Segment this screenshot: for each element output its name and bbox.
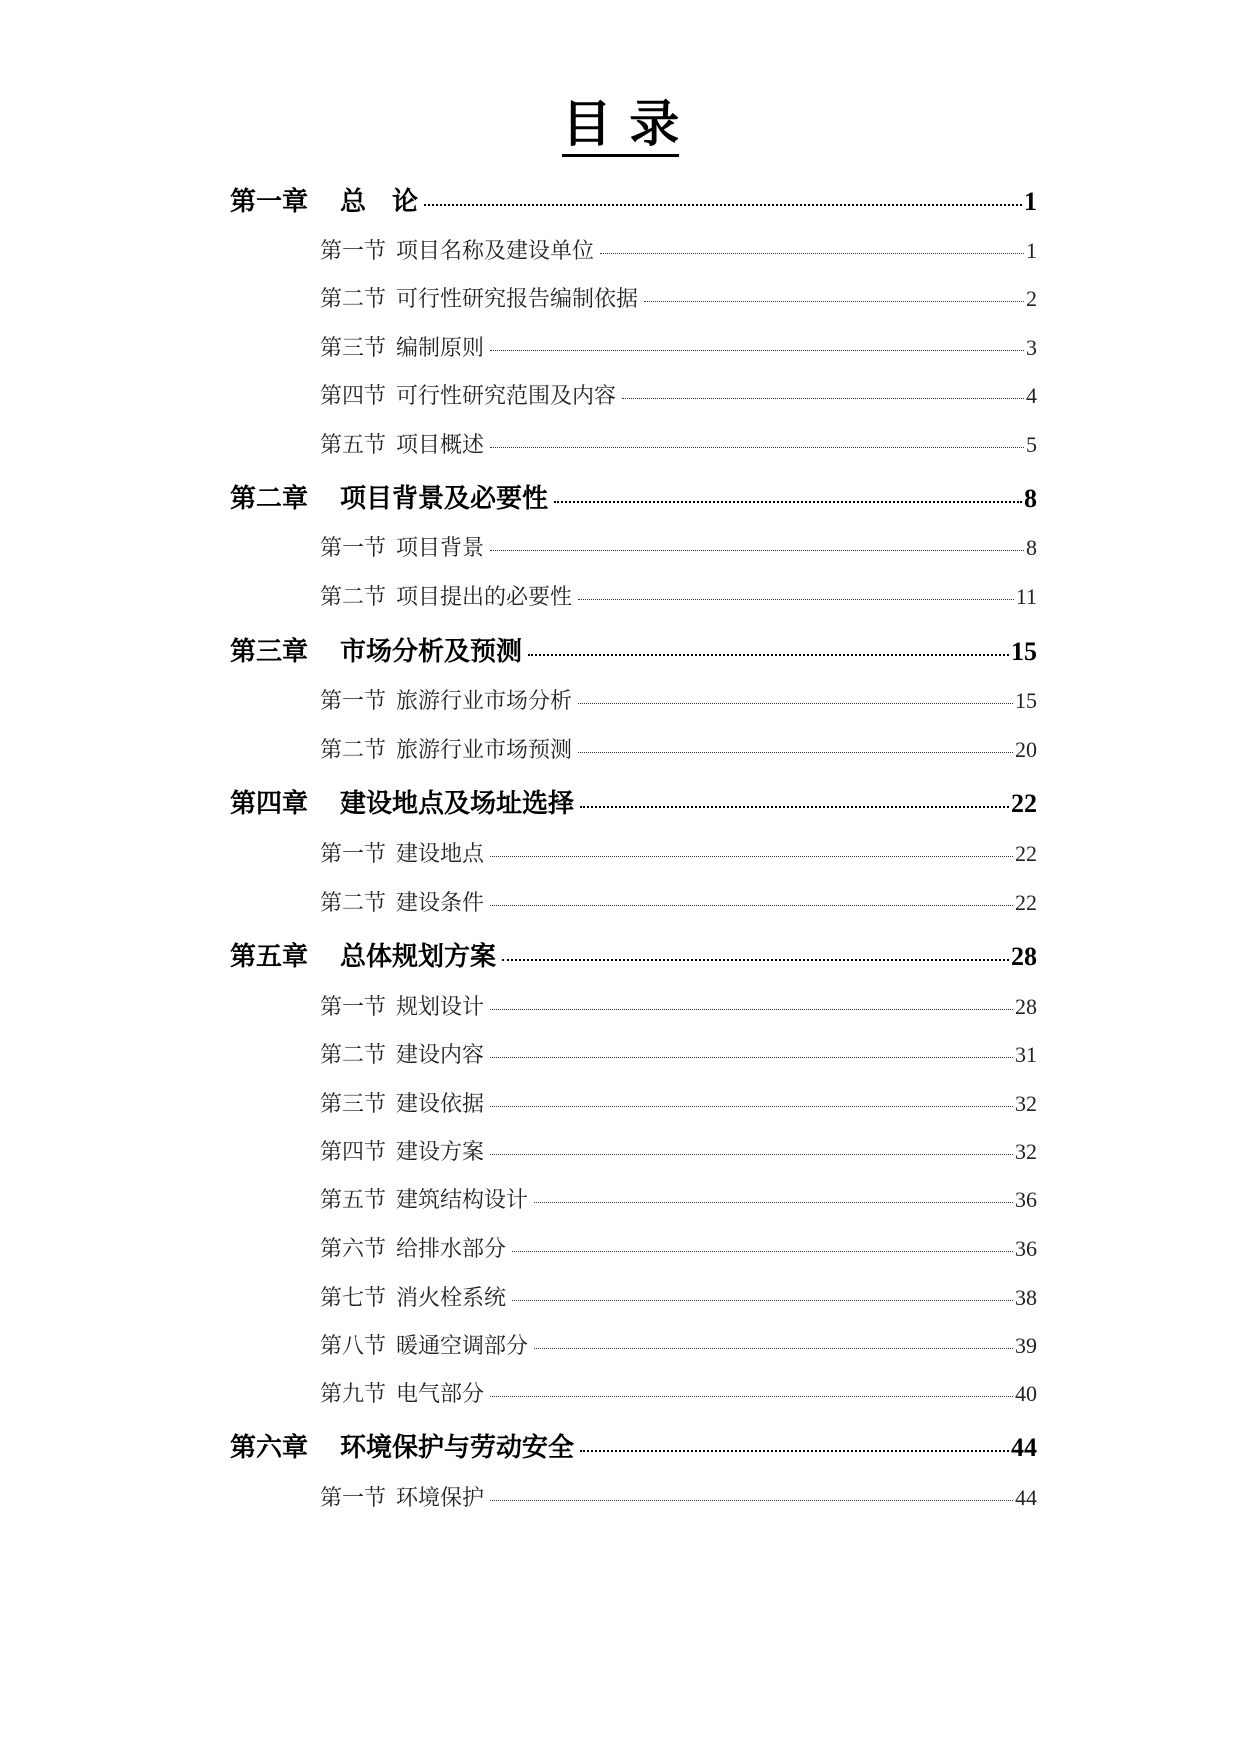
- toc-entry-title: 可行性研究范围及内容: [396, 384, 617, 410]
- toc-entry-title: 建设地点及场址选择: [340, 788, 575, 819]
- dot-leader: [644, 301, 1024, 302]
- toc-entry-page-number: 38: [1015, 1285, 1037, 1311]
- toc-entry-label: [320, 580, 572, 611]
- dot-leader: [622, 398, 1024, 399]
- toc-entry-title: 建设地点: [396, 842, 485, 868]
- toc-entry-title: 市场分析及预测: [340, 636, 523, 667]
- toc-entry-page-number: 36: [1015, 1236, 1037, 1262]
- dot-leader: [490, 905, 1013, 906]
- toc-entry-page-number: 8: [1024, 483, 1037, 513]
- toc-section-entry[interactable]: [320, 1038, 1037, 1069]
- toc-entry-title: 电气部分: [396, 1382, 485, 1408]
- dot-leader: [490, 856, 1013, 857]
- toc-entry-number: 第二节: [320, 585, 387, 611]
- toc-entry-number: 第九节: [320, 1382, 387, 1408]
- toc-entry-number: 第三节: [320, 336, 387, 362]
- toc-entry-label: [320, 990, 484, 1021]
- dot-leader: [490, 350, 1024, 351]
- dot-leader: [490, 550, 1024, 551]
- toc-entry-label: [230, 631, 522, 668]
- dot-leader: [490, 1154, 1013, 1155]
- toc-section-entry[interactable]: [320, 531, 1037, 562]
- dot-leader: [578, 599, 1014, 600]
- toc-section-entry[interactable]: [320, 580, 1037, 611]
- toc-entry-label: [320, 837, 484, 868]
- toc-entry-label: [320, 1038, 484, 1069]
- toc-entry-title: 总体规划方案: [340, 941, 497, 972]
- toc-entry-number: 第二章: [230, 483, 309, 514]
- toc-entry-number: 第四节: [320, 1140, 387, 1166]
- toc-section-entry[interactable]: [320, 1183, 1037, 1214]
- toc-entry-number: 第五章: [230, 941, 309, 972]
- toc-entry-title: 建筑结构设计: [396, 1188, 529, 1214]
- toc-entry-page-number: 28: [1015, 994, 1037, 1020]
- toc-section-entry[interactable]: [320, 1087, 1037, 1118]
- toc-entry-title: 暖通空调部分: [396, 1334, 529, 1360]
- toc-entry-title: 项目概述: [396, 433, 485, 459]
- toc-entry-number: 第七节: [320, 1286, 387, 1312]
- toc-entry-title: 消火栓系统: [396, 1286, 507, 1312]
- toc-section-entry[interactable]: [320, 733, 1037, 764]
- toc-entry-title: 建设内容: [396, 1043, 485, 1069]
- toc-entry-label: [230, 783, 574, 820]
- toc-entry-page-number: 22: [1015, 841, 1037, 867]
- toc-entry-label: [320, 531, 484, 562]
- toc-section-entry[interactable]: [320, 1281, 1037, 1312]
- toc-entry-number: 第五节: [320, 1188, 387, 1214]
- toc-chapter-entry[interactable]: [230, 478, 1037, 515]
- dot-leader: [490, 1057, 1013, 1058]
- toc-entry-number: 第一节: [320, 1486, 387, 1512]
- toc-entry-label: [320, 1281, 506, 1312]
- toc-entry-number: 第六章: [230, 1432, 309, 1463]
- toc-entry-number: 第一章: [230, 186, 309, 217]
- dot-leader: [490, 1009, 1013, 1010]
- toc-entry-label: [320, 282, 638, 313]
- toc-entry-label: [230, 181, 418, 218]
- toc-section-entry[interactable]: [320, 1377, 1037, 1408]
- toc-entry-page-number: 4: [1026, 383, 1037, 409]
- toc-entry-title: 编制原则: [396, 336, 485, 362]
- toc-entry-label: [320, 331, 484, 362]
- toc-section-entry[interactable]: [320, 684, 1037, 715]
- toc-entry-title: 给排水部分: [396, 1237, 507, 1263]
- toc-section-entry[interactable]: [320, 1135, 1037, 1166]
- toc-entry-page-number: 8: [1026, 535, 1037, 561]
- toc-entry-title: 项目背景及必要性: [340, 483, 549, 514]
- toc-entry-title: 建设方案: [396, 1140, 485, 1166]
- toc-entry-page-number: 11: [1015, 584, 1037, 610]
- toc-entry-label: [320, 428, 484, 459]
- toc-entry-page-number: 5: [1026, 432, 1037, 458]
- toc-entry-page-number: 40: [1015, 1381, 1037, 1407]
- toc-entry-number: 第六节: [320, 1237, 387, 1263]
- toc-entry-page-number: 28: [1011, 941, 1037, 971]
- dot-leader: [534, 1202, 1013, 1203]
- dot-leader: [600, 253, 1024, 254]
- toc-entry-page-number: 2: [1026, 286, 1037, 312]
- dot-leader: [490, 1396, 1013, 1397]
- toc-entry-page-number: 22: [1015, 890, 1037, 916]
- toc-entry-label: [320, 684, 572, 715]
- toc-entry-label: [320, 1232, 506, 1263]
- toc-entry-label: [230, 936, 496, 973]
- toc-entry-title: 环境保护: [396, 1486, 485, 1512]
- toc-entry-number: 第四节: [320, 384, 387, 410]
- toc-entry-label: [320, 1329, 528, 1360]
- toc-entry-number: 第二节: [320, 738, 387, 764]
- toc-entry-label: [320, 886, 484, 917]
- toc-entry-label: [320, 379, 616, 410]
- toc-section-entry[interactable]: [320, 331, 1037, 362]
- toc-section-entry[interactable]: [320, 379, 1037, 410]
- dot-leader: [578, 752, 1013, 753]
- toc-chapter-entry[interactable]: [230, 1427, 1037, 1464]
- toc-entry-label: [320, 234, 594, 265]
- toc-chapter-entry[interactable]: [230, 783, 1037, 820]
- toc-entry-title: 建设依据: [396, 1092, 485, 1118]
- toc-entry-label: [320, 733, 572, 764]
- toc-entry-page-number: 3: [1026, 335, 1037, 361]
- toc-entry-title: 项目名称及建设单位: [396, 239, 595, 265]
- toc-entry-number: 第四章: [230, 788, 309, 819]
- toc-entry-label: [230, 1427, 574, 1464]
- toc-entry-page-number: 15: [1011, 636, 1037, 666]
- toc-entry-title: 规划设计: [396, 995, 485, 1021]
- toc-entry-number: 第三章: [230, 636, 309, 667]
- dot-leader: [580, 806, 1009, 808]
- toc-entry-label: [230, 478, 548, 515]
- toc-section-entry[interactable]: [320, 1481, 1037, 1512]
- toc-section-entry[interactable]: [320, 234, 1037, 265]
- toc-entry-number: 第五节: [320, 433, 387, 459]
- toc-chapter-entry[interactable]: [230, 181, 1037, 218]
- toc-entry-label: [320, 1183, 528, 1214]
- toc-entry-page-number: 36: [1015, 1187, 1037, 1213]
- toc-chapter-entry[interactable]: [230, 631, 1037, 668]
- toc-entry-title: 建设条件: [396, 891, 485, 917]
- dot-leader: [502, 959, 1009, 961]
- toc-entry-label: [320, 1135, 484, 1166]
- toc-entry-page-number: 20: [1015, 737, 1037, 763]
- dot-leader: [490, 1500, 1013, 1501]
- dot-leader: [490, 1106, 1013, 1107]
- toc-entry-label: [320, 1087, 484, 1118]
- dot-leader: [554, 501, 1022, 503]
- toc-entry-title: 旅游行业市场分析: [396, 689, 573, 715]
- toc-section-entry[interactable]: [320, 837, 1037, 868]
- dot-leader: [490, 447, 1024, 448]
- toc-entry-label: [320, 1481, 484, 1512]
- toc-entry-number: 第二节: [320, 891, 387, 917]
- dot-leader: [424, 204, 1022, 206]
- toc-entry-title: 总 论: [340, 186, 419, 217]
- dot-leader: [578, 703, 1013, 704]
- toc-entry-number: 第一节: [320, 536, 387, 562]
- toc-section-entry[interactable]: [320, 990, 1037, 1021]
- toc-entry-number: 第二节: [320, 287, 387, 313]
- toc-section-entry[interactable]: [320, 282, 1037, 313]
- dot-leader: [580, 1450, 1009, 1452]
- toc-entry-page-number: 22: [1011, 788, 1037, 818]
- toc-entry-number: 第一节: [320, 842, 387, 868]
- dot-leader: [512, 1251, 1013, 1252]
- toc-section-entry[interactable]: [320, 428, 1037, 459]
- toc-chapter-entry[interactable]: [230, 936, 1037, 973]
- toc-entry-title: 可行性研究报告编制依据: [396, 287, 639, 313]
- toc-entry-page-number: 1: [1026, 238, 1037, 264]
- toc-entry-number: 第三节: [320, 1092, 387, 1118]
- page-title-text: 目 录: [562, 96, 679, 157]
- toc-section-entry[interactable]: [320, 1329, 1037, 1360]
- toc-entry-page-number: 1: [1024, 186, 1037, 216]
- toc-section-entry[interactable]: [320, 1232, 1037, 1263]
- toc-entry-number: 第二节: [320, 1043, 387, 1069]
- toc-entry-page-number: 32: [1015, 1139, 1037, 1165]
- dot-leader: [528, 654, 1009, 656]
- toc-entry-page-number: 39: [1015, 1333, 1037, 1359]
- toc-entry-page-number: 15: [1015, 688, 1037, 714]
- toc-entry-number: 第一节: [320, 995, 387, 1021]
- toc-entry-title: 项目背景: [396, 536, 485, 562]
- toc-entry-label: [320, 1377, 484, 1408]
- toc-entry-page-number: 32: [1015, 1091, 1037, 1117]
- toc-section-entry[interactable]: [320, 886, 1037, 917]
- toc-entry-page-number: 44: [1015, 1485, 1037, 1511]
- toc-entry-number: 第八节: [320, 1334, 387, 1360]
- dot-leader: [512, 1300, 1013, 1301]
- dot-leader: [534, 1348, 1013, 1349]
- toc-entry-title: 旅游行业市场预测: [396, 738, 573, 764]
- toc-entry-page-number: 31: [1015, 1042, 1037, 1068]
- toc-entry-page-number: 44: [1011, 1432, 1037, 1462]
- toc-entry-title: 项目提出的必要性: [396, 585, 573, 611]
- toc-entry-number: 第一节: [320, 239, 387, 265]
- toc-entry-title: 环境保护与劳动安全: [340, 1432, 575, 1463]
- toc-entry-number: 第一节: [320, 689, 387, 715]
